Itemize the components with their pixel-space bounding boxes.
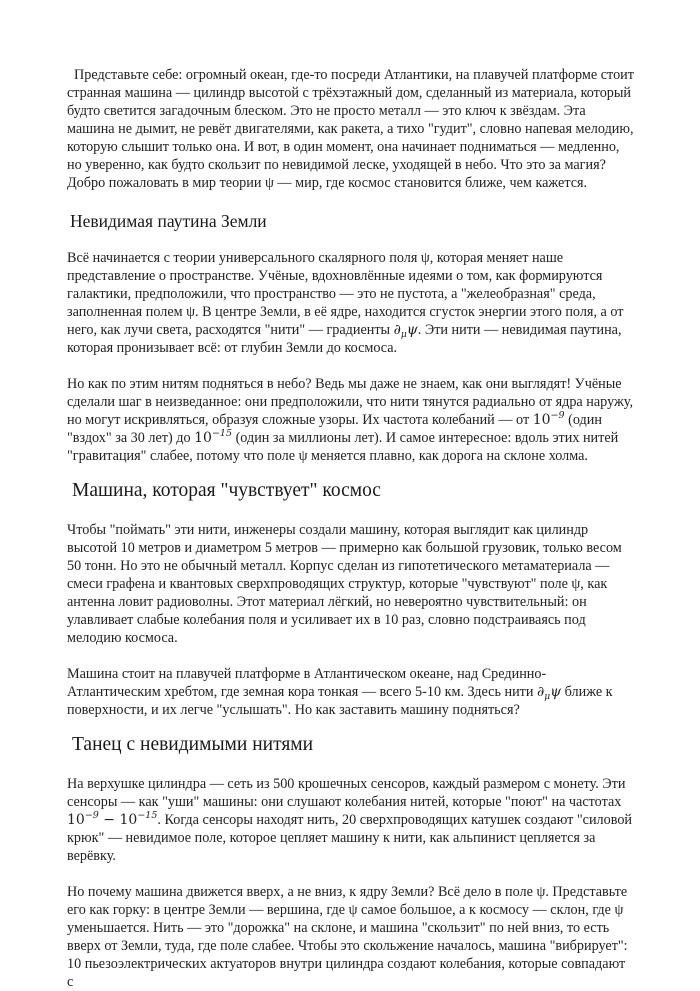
- exponent: −9: [550, 410, 565, 421]
- article-body: [67, 66, 635, 991]
- mu-subscript: μ: [400, 330, 407, 340]
- base-ten: 10: [532, 412, 551, 428]
- psi-symbol: ψ: [406, 322, 418, 338]
- frequency-upper-formula: [194, 430, 232, 446]
- section3-paragraph-1: [67, 775, 635, 865]
- text-run: Машина стоит на плавучей платформе в Атлантическом океане, над Срединно-Атлантическим хребтом, где земная кора тонкая — всего 5-10 км. Здесь нити: [67, 666, 547, 700]
- text-run: (один за миллионы лет). И самое интересное: вдоль этих нитей "гравитация" слабее, потому что поле ψ меняется плавно, как дорога на склоне холма.: [67, 430, 619, 464]
- paragraph-gap: [67, 647, 635, 665]
- text-run: . Когда сенсоры находят нить, 20 сверхпроводящих катушек создают "силовой крюк" — невидимое поле, которое цепляет машину к нити, как альпинист цепляется за верёвку.: [67, 812, 633, 864]
- gradient-formula: [537, 684, 561, 700]
- base-ten: 10: [119, 812, 138, 828]
- text-run: Всё начинается с теории универсального скалярного поля ψ, которая меняет наше представление о пространстве. Учёные, вдохновлённые идеями о том, как формируются галактики, предположили, что пространство — это не пустота, а "желеобразная" среда, заполненная полем ψ. В центре Земли, в её ядре, находится сгусток энергии этого поля, а от него, как лучи света, расходятся "нити" — градиенты: [67, 250, 624, 338]
- paragraph-gap: [67, 865, 635, 883]
- exponent: −9: [84, 810, 99, 821]
- section-heading-invisible-web: Невидимая паутина Земли: [70, 211, 267, 231]
- psi-symbol: ψ: [550, 684, 562, 700]
- frequency-lower-formula: [533, 412, 565, 428]
- intro-paragraph: Представьте себе: огромный океан, где-то посреди Атлантики, на плавучей платформе стоит странная машина — цилиндр высотой с трёхэтажный дом, сделанный из материала, который будто светится загадочным блеском. Это не просто металл — это ключ к звёздам. Эта машина не дымит, не ревёт двигателями, как ракета, а тихо "гудит", словно напевая мелодию, которую слышит только она. И вот, в один момент, она начинает подниматься — медленно, но уверенно, как будто скользит по невидимой леске, уходящей в небо. Что это за магия? Добро пожаловать в мир теории ψ — мир, где космос становится ближе, чем кажется.: [67, 67, 634, 191]
- partial-symbol: ∂: [393, 322, 401, 338]
- text-run: На верхушке цилиндра — сеть из 500 крошечных сенсоров, каждый размером с монету. Эти сенсоры — как "уши" машины: они слушают колебания нитей, которые "поют" на частотах: [67, 776, 626, 810]
- paragraph-gap: [67, 357, 635, 375]
- text-run: . Эти нити — невидимая паутина, которая пронизывает всё: от глубин Земли до космоса.: [67, 322, 622, 356]
- section-heading-machine: Машина, которая "чувствует" космос: [72, 480, 381, 501]
- mu-subscript: μ: [544, 692, 551, 702]
- section2-paragraph-1: Чтобы "поймать" эти нити, инженеры создали машину, которая выглядит как цилиндр высотой 10 метров и диаметром 5 метров — примерно как большой грузовик, только весом 50 тонн. Но это не обычный металл. Корпус сделан из гипотетического метаматериала — смеси графена и квантовых сверхпроводящих структур, которые "чувствуют" поле ψ, как антенна ловит радиоволны. Этот материал лёгкий, но невероятно чувствительный: он улавливает слабые колебания поля и усиливает их в 10 раз, словно подстраиваясь под мелодию космоса.: [67, 522, 622, 646]
- base-ten: 10: [194, 430, 212, 446]
- text-run: Но как по этим нитям подняться в небо? Ведь мы даже не знаем, как они выглядят! Учёные сделали шаг в неизведанное: они предположили, что нити тянутся радиально от ядра наружу, но могут искривляться, образуя сложные узоры. Их частота колебаний — от: [67, 376, 634, 428]
- section2-paragraph-2: [67, 665, 635, 719]
- minus-sign: −: [98, 812, 120, 828]
- partial-symbol: ∂: [537, 684, 545, 700]
- section1-paragraph-2: [67, 375, 635, 465]
- text-run: (один "вздох" за 30 лет) до: [67, 412, 602, 446]
- section-heading-dance: Танец с невидимыми нитями: [72, 734, 314, 755]
- text-run: ближе к поверхности, и их легче "услышать". Но как заставить машину подняться?: [67, 684, 613, 718]
- frequency-range-formula: [67, 812, 157, 828]
- section3-paragraph-2: Но почему машина движется вверх, а не вниз, к ядру Земли? Всё дело в поле ψ. Представьте его как горку: в центре Земли — вершина, где ψ самое большое, а к космосу — склон, где ψ уменьшается. Нить — это "дорожка" на склоне, и машина "скользит" по ней вниз, то есть вверх от Земли, туда, где поле слабее. Чтобы это скольжение началось, машина "вибрирует": 10 пьезоэлектрических актуаторов внутри цилиндра создают колебания, которые совпадают с: [67, 884, 628, 990]
- exponent: −15: [211, 428, 233, 439]
- base-ten: 10: [67, 812, 85, 828]
- section1-paragraph-1: [67, 249, 635, 357]
- gradient-formula: [394, 322, 418, 338]
- exponent: −15: [137, 810, 158, 821]
